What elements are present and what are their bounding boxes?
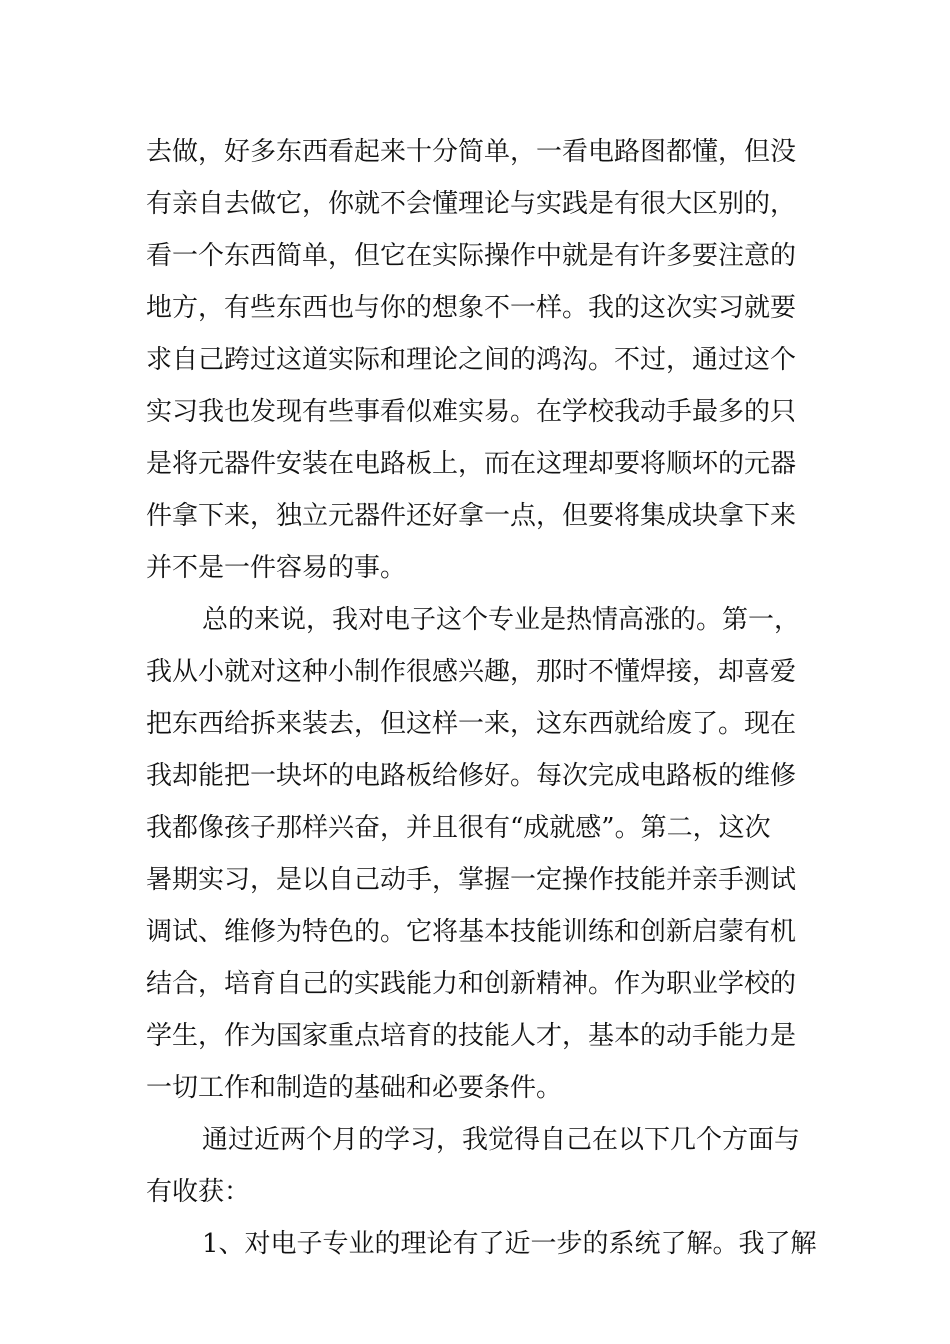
- text-line: 结合，培育自己的实践能力和创新精神。作为职业学校的: [146, 969, 797, 999]
- text-line: 暑期实习，是以自己动手，掌握一定操作技能并亲手测试: [146, 865, 797, 895]
- text-line: 我却能把一块坏的电路板给修好。每次完成电路板的维修: [146, 761, 797, 791]
- text-line: 去做，好多东西看起来十分简单，一看电路图都懂，但没: [146, 137, 797, 167]
- paragraph-first-line: 总的来说，我对电子这个专业是热情高涨的。第一，: [202, 605, 801, 635]
- list-item-first-line: 1、对电子专业的理论有了近一步的系统了解。我了解: [202, 1229, 817, 1259]
- text-line: 调试、维修为特色的。它将基本技能训练和创新启蒙有机: [146, 917, 797, 947]
- text-line: 实习我也发现有些事看似难实易。在学校我动手最多的只: [146, 397, 797, 427]
- text-line: 我都像孩子那样兴奋，并且很有“成就感”。第二，这次: [146, 813, 771, 843]
- text-line: 有亲自去做它，你就不会懂理论与实践是有很大区别的，: [146, 189, 797, 219]
- text-line: 把东西给拆来装去，但这样一来，这东西就给废了。现在: [146, 709, 797, 739]
- text-line: 我从小就对这种小制作很感兴趣，那时不懂焊接，却喜爱: [146, 657, 797, 687]
- body-text: [146, 126, 817, 1270]
- text-line: 有收获：: [146, 1177, 251, 1207]
- text-line: 一切工作和制造的基础和必要条件。: [146, 1073, 563, 1103]
- text-line: 并不是一件容易的事。: [146, 553, 407, 583]
- text-line: 求自己跨过这道实际和理论之间的鸿沟。不过，通过这个: [146, 345, 797, 375]
- text-line: 学生，作为国家重点培育的技能人才，基本的动手能力是: [146, 1021, 797, 1051]
- text-line: 件拿下来，独立元器件还好拿一点，但要将集成块拿下来: [146, 501, 797, 531]
- text-line: 是将元器件安装在电路板上，而在这理却要将顺坏的元器: [146, 449, 797, 479]
- paragraph-first-line: 通过近两个月的学习，我觉得自己在以下几个方面与: [202, 1125, 801, 1155]
- text-line: 地方，有些东西也与你的想象不一样。我的这次实习就要: [146, 293, 797, 323]
- text-line: 看一个东西简单，但它在实际操作中就是有许多要注意的: [146, 241, 797, 271]
